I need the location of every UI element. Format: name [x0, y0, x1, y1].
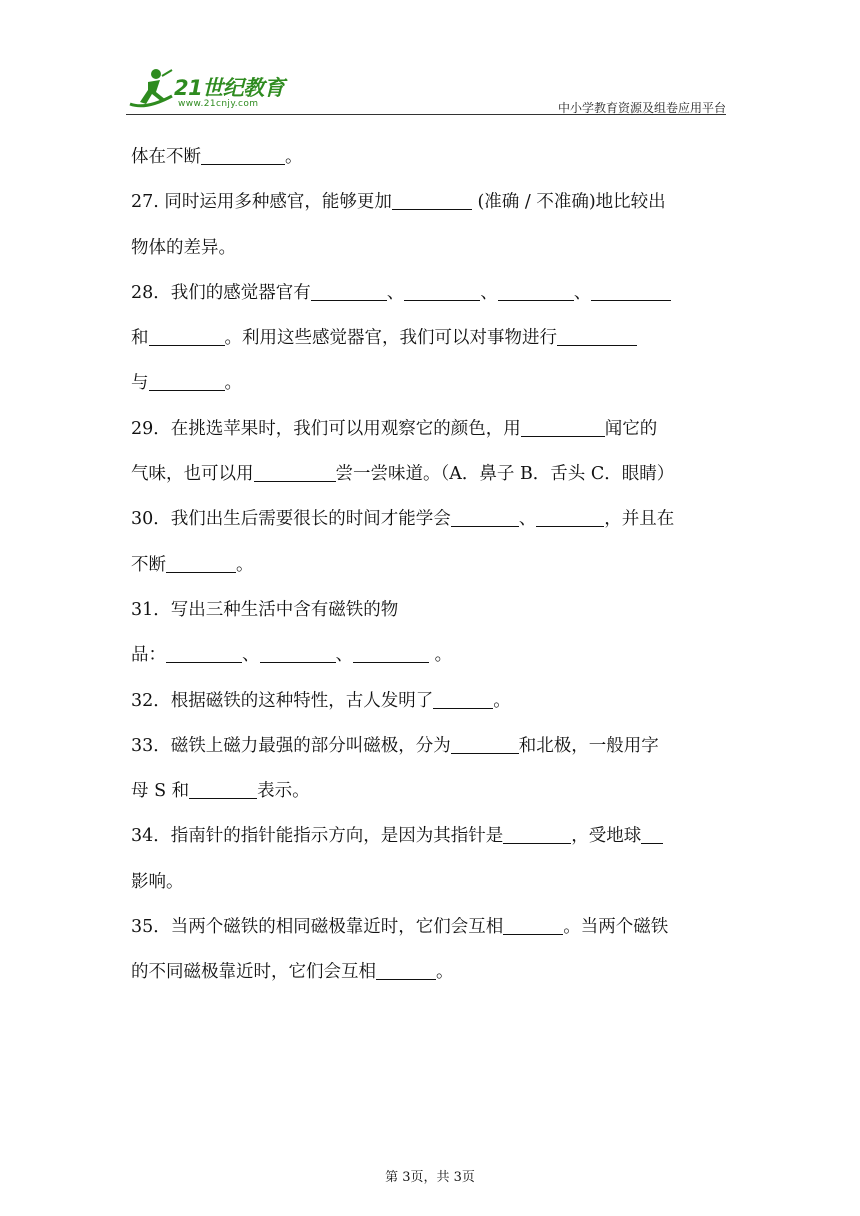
answer-blank[interactable]: [451, 506, 519, 527]
question-text: 35．当两个磁铁的相同磁极靠近时，它们会互相: [131, 917, 504, 938]
answer-blank[interactable]: [166, 642, 242, 663]
question-text: 体在不断: [131, 147, 201, 167]
question-text: 和: [131, 328, 149, 349]
question-text: 母 S 和: [131, 781, 190, 802]
text-line: [131, 452, 731, 497]
text-line: [131, 316, 731, 361]
question-text: 、: [480, 282, 498, 303]
question-text: ，受地球: [571, 826, 642, 847]
text-line: [131, 135, 731, 180]
text-line: [131, 407, 731, 452]
answer-blank[interactable]: [254, 461, 336, 482]
header-platform-text: 中小学教育资源及组卷应用平台: [557, 101, 726, 115]
text-line: [131, 543, 731, 588]
text-line: [131, 950, 731, 995]
text-line: [131, 860, 731, 905]
question-text: 30．我们出生后需要很长的时间才能学会: [131, 509, 451, 530]
question-text: 、: [518, 509, 537, 530]
question-text: 。利用这些感觉器官，我们可以对事物进行: [224, 328, 557, 349]
question-text: 、: [335, 645, 353, 666]
question-text: 尝一尝味道。（A．鼻子 B．舌头 C．眼睛）: [335, 464, 675, 485]
question-text: 34．指南针的指针能指示方向，是因为其指针是: [131, 826, 504, 847]
question-text: 。: [429, 645, 453, 666]
question-text: 31．写出三种生活中含有磁铁的物: [131, 599, 399, 620]
answer-blank[interactable]: [451, 733, 519, 754]
answer-blank[interactable]: [498, 280, 574, 301]
text-line: [131, 679, 731, 724]
answer-blank[interactable]: [404, 280, 480, 301]
question-text: 闻它的: [604, 418, 658, 439]
answer-blank[interactable]: [260, 642, 336, 663]
question-text: 品：: [131, 645, 166, 666]
answer-blank[interactable]: [376, 959, 436, 980]
answer-blank[interactable]: [521, 416, 605, 437]
question-text: 、: [573, 282, 592, 303]
answer-blank[interactable]: [166, 552, 236, 573]
text-line: [131, 497, 731, 542]
question-text: 与: [131, 373, 149, 394]
question-text: 32．根据磁铁的这种特性，古人发明了: [131, 690, 434, 711]
question-text: 28．我们的感觉器官有: [131, 282, 311, 303]
question-text: 影响。: [131, 871, 184, 892]
question-text: 的不同磁极靠近时，它们会互相: [131, 962, 376, 983]
question-text: 和北极，一般用字: [518, 735, 659, 756]
runner-logo-icon: [126, 66, 176, 112]
answer-blank[interactable]: [201, 144, 285, 165]
text-line: [131, 588, 731, 633]
question-text: 、: [386, 282, 405, 303]
answer-blank[interactable]: [503, 914, 563, 935]
question-text: 表示。: [257, 781, 310, 802]
text-line: [131, 905, 731, 950]
answer-blank[interactable]: [149, 325, 225, 346]
answer-blank[interactable]: [149, 370, 225, 391]
question-text: 不断: [131, 554, 166, 575]
logo: [126, 66, 296, 114]
question-text: 物体的差异。: [131, 237, 236, 258]
text-line: [131, 769, 731, 814]
text-line: [131, 180, 731, 225]
question-text: ，并且在: [604, 509, 675, 530]
question-text: 33．磁铁上磁力最强的部分叫磁极，分为: [131, 735, 451, 756]
question-text: 、: [242, 645, 260, 666]
answer-blank[interactable]: [311, 280, 387, 301]
question-text: 。: [493, 690, 511, 711]
question-text: 气味，也可以用: [131, 464, 254, 485]
logo-url: www.21cnjy.com: [178, 99, 259, 109]
answer-blank[interactable]: [591, 280, 671, 301]
logo-text: 21世纪教育: [174, 76, 285, 100]
answer-blank[interactable]: [557, 325, 637, 346]
answer-blank[interactable]: [392, 189, 472, 210]
text-line: [131, 226, 731, 271]
text-line: [131, 633, 731, 678]
page-footer: 第 3页，共 3页: [385, 1170, 475, 1185]
answer-blank[interactable]: [433, 688, 493, 709]
question-text: (准确 / 不准确)地比较出: [471, 192, 666, 213]
text-line: [131, 361, 731, 406]
question-list: [131, 135, 731, 996]
question-text: 。当两个磁铁: [563, 917, 669, 938]
question-text: 。: [236, 554, 254, 575]
question-text: 。: [224, 373, 242, 394]
answer-blank[interactable]: [503, 823, 571, 844]
text-line: [131, 271, 731, 316]
answer-blank[interactable]: [641, 823, 663, 844]
answer-blank[interactable]: [536, 506, 604, 527]
page-header: [126, 66, 726, 118]
header-divider: [126, 114, 726, 115]
question-text: 。: [436, 962, 454, 983]
question-text: 。: [285, 147, 303, 167]
answer-blank[interactable]: [189, 778, 257, 799]
text-line: [131, 814, 731, 859]
question-text: 29．在挑选苹果时，我们可以用观察它的颜色，用: [131, 418, 521, 439]
answer-blank[interactable]: [353, 642, 429, 663]
text-line: [131, 724, 731, 769]
question-text: 27. 同时运用多种感官，能够更加: [131, 192, 392, 213]
